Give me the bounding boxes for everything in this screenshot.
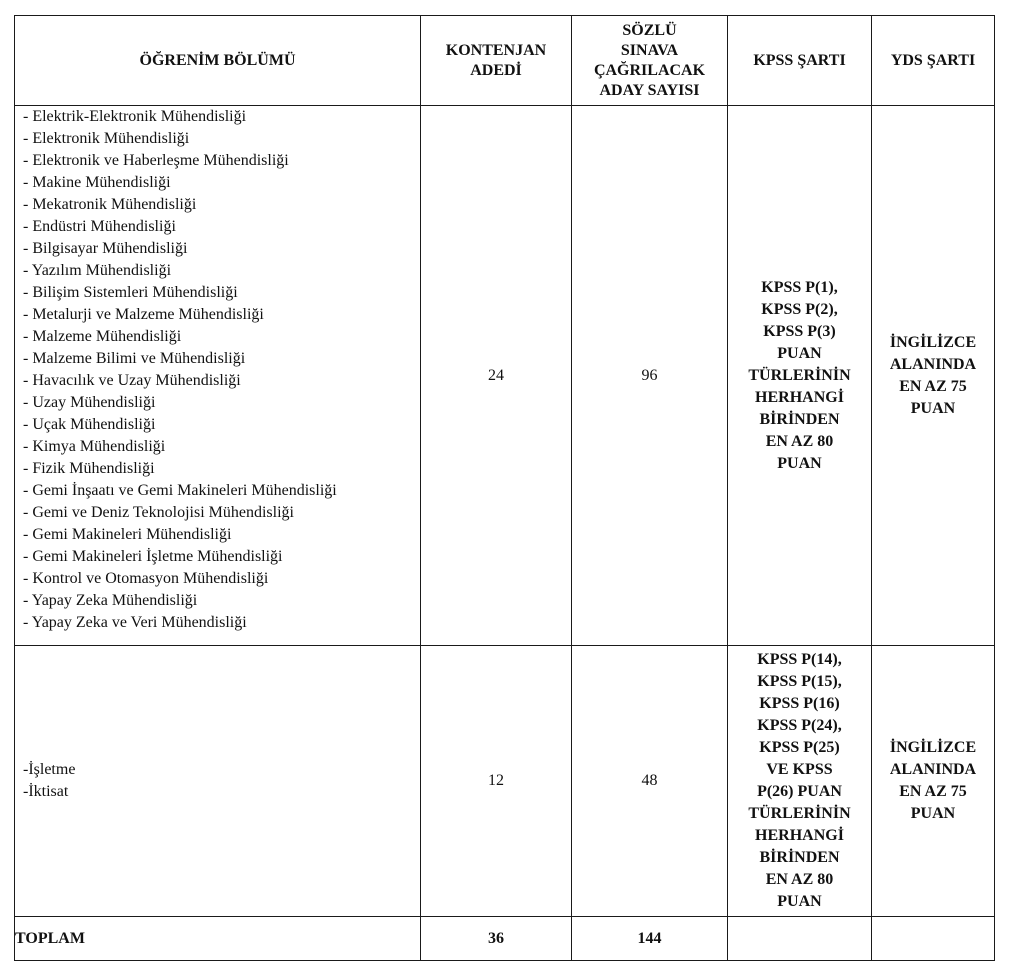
oral-exam-count-cell: 48: [572, 646, 728, 917]
list-item: - Gemi ve Deniz Teknolojisi Mühendisliği: [23, 504, 294, 521]
text-line: PUAN: [777, 454, 822, 472]
header-yds: YDS ŞARTI: [872, 16, 995, 106]
list-item: - Fizik Mühendisliği: [23, 460, 155, 477]
department-list: [15, 759, 420, 803]
total-label: TOPLAM: [15, 917, 421, 961]
list-item: - Malzeme Bilimi ve Mühendisliği: [23, 350, 246, 367]
list-item: - Elektronik Mühendisliği: [23, 130, 190, 147]
table-row: [15, 106, 995, 646]
total-yds-cell: [872, 917, 995, 961]
text-line: KPSS P(14),: [757, 651, 842, 668]
list-item: -İşletme: [23, 761, 76, 778]
list-item: - Gemi İnşaatı ve Gemi Makineleri Mühendisliği: [23, 482, 337, 499]
text-line: HERHANGİ: [755, 388, 844, 406]
yds-requirement-cell: [872, 646, 995, 917]
text-line: HERHANGİ: [755, 827, 844, 844]
header-department: ÖĞRENİM BÖLÜMÜ: [15, 16, 421, 106]
text-line: İNGİLİZCE: [889, 333, 977, 351]
total-kpss-cell: [728, 917, 872, 961]
text-line: KPSS P(15),: [757, 673, 842, 690]
text-line: BİRİNDEN: [759, 849, 840, 866]
list-item: - Yapay Zeka Mühendisliği: [23, 592, 198, 609]
text-line: KONTENJAN: [445, 41, 547, 59]
department-list-cell: [15, 106, 421, 646]
text-line: ALANINDA: [889, 355, 977, 373]
list-item: - Yazılım Mühendisliği: [23, 262, 172, 279]
quota-cell: 24: [421, 106, 572, 646]
list-item: - Metalurji ve Malzeme Mühendisliği: [23, 306, 264, 323]
text-line: SINAVA: [620, 41, 679, 59]
text-line: ADAY SAYISI: [599, 81, 700, 99]
text-line: TÜRLERİNİN: [748, 805, 851, 822]
text-line: BİRİNDEN: [759, 410, 840, 428]
text-line: VE KPSS: [766, 761, 833, 778]
kpss-requirement-cell: [728, 646, 872, 917]
total-oral-exam-count: 144: [572, 917, 728, 961]
text-line: EN AZ 80: [765, 871, 834, 888]
table-header-row: [15, 16, 995, 106]
total-row: [15, 917, 995, 961]
list-item: - Uçak Mühendisliği: [23, 416, 156, 433]
list-item: - Havacılık ve Uzay Mühendisliği: [23, 372, 241, 389]
text-line: EN AZ 75: [899, 377, 967, 395]
list-item: - Bilgisayar Mühendisliği: [23, 240, 188, 257]
text-line: SÖZLÜ: [622, 21, 677, 39]
text-line: KPSS P(25): [759, 739, 840, 756]
text-line: KPSS P(1),: [761, 278, 838, 296]
text-line: PUAN: [777, 344, 822, 362]
quota-cell: 12: [421, 646, 572, 917]
list-item: - Bilişim Sistemleri Mühendisliği: [23, 284, 238, 301]
department-list: [15, 106, 420, 634]
yds-requirement-cell: [872, 106, 995, 646]
list-item: - Gemi Makineleri Mühendisliği: [23, 526, 232, 543]
text-line: KPSS P(24),: [757, 717, 842, 734]
text-line: P(26) PUAN: [757, 783, 842, 800]
list-item: - Kimya Mühendisliği: [23, 438, 166, 455]
list-item: - Elektrik-Elektronik Mühendisliği: [23, 108, 247, 125]
quota-table: [14, 15, 995, 961]
text-line: KPSS P(16): [759, 695, 840, 712]
list-item: - Yapay Zeka ve Veri Mühendisliği: [23, 614, 247, 631]
text-line: EN AZ 75: [899, 783, 967, 800]
text-line: PUAN: [910, 805, 956, 822]
text-line: İNGİLİZCE: [889, 739, 977, 756]
text-line: ADEDİ: [470, 61, 522, 79]
list-item: - Elektronik ve Haberleşme Mühendisliği: [23, 152, 289, 169]
text-line: ÇAĞRILACAK: [593, 61, 706, 79]
header-kpss: KPSS ŞARTI: [728, 16, 872, 106]
list-item: -İktisat: [23, 783, 69, 800]
list-item: - Gemi Makineleri İşletme Mühendisliği: [23, 548, 283, 565]
header-quota: [421, 16, 572, 106]
list-item: - Uzay Mühendisliği: [23, 394, 156, 411]
text-line: EN AZ 80: [765, 432, 834, 450]
total-quota: 36: [421, 917, 572, 961]
list-item: - Makine Mühendisliği: [23, 174, 171, 191]
text-line: ALANINDA: [889, 761, 977, 778]
list-item: - Endüstri Mühendisliği: [23, 218, 176, 235]
text-line: PUAN: [777, 893, 822, 910]
text-line: KPSS P(3): [763, 322, 836, 340]
list-item: - Kontrol ve Otomasyon Mühendisliği: [23, 570, 269, 587]
list-item: - Mekatronik Mühendisliği: [23, 196, 197, 213]
oral-exam-count-cell: 96: [572, 106, 728, 646]
list-item: - Malzeme Mühendisliği: [23, 328, 182, 345]
text-line: PUAN: [910, 399, 956, 417]
table-row: [15, 646, 995, 917]
header-oral-exam: [572, 16, 728, 106]
kpss-requirement-cell: [728, 106, 872, 646]
text-line: TÜRLERİNİN: [748, 366, 851, 384]
text-line: KPSS P(2),: [761, 300, 838, 318]
department-list-cell: [15, 646, 421, 917]
